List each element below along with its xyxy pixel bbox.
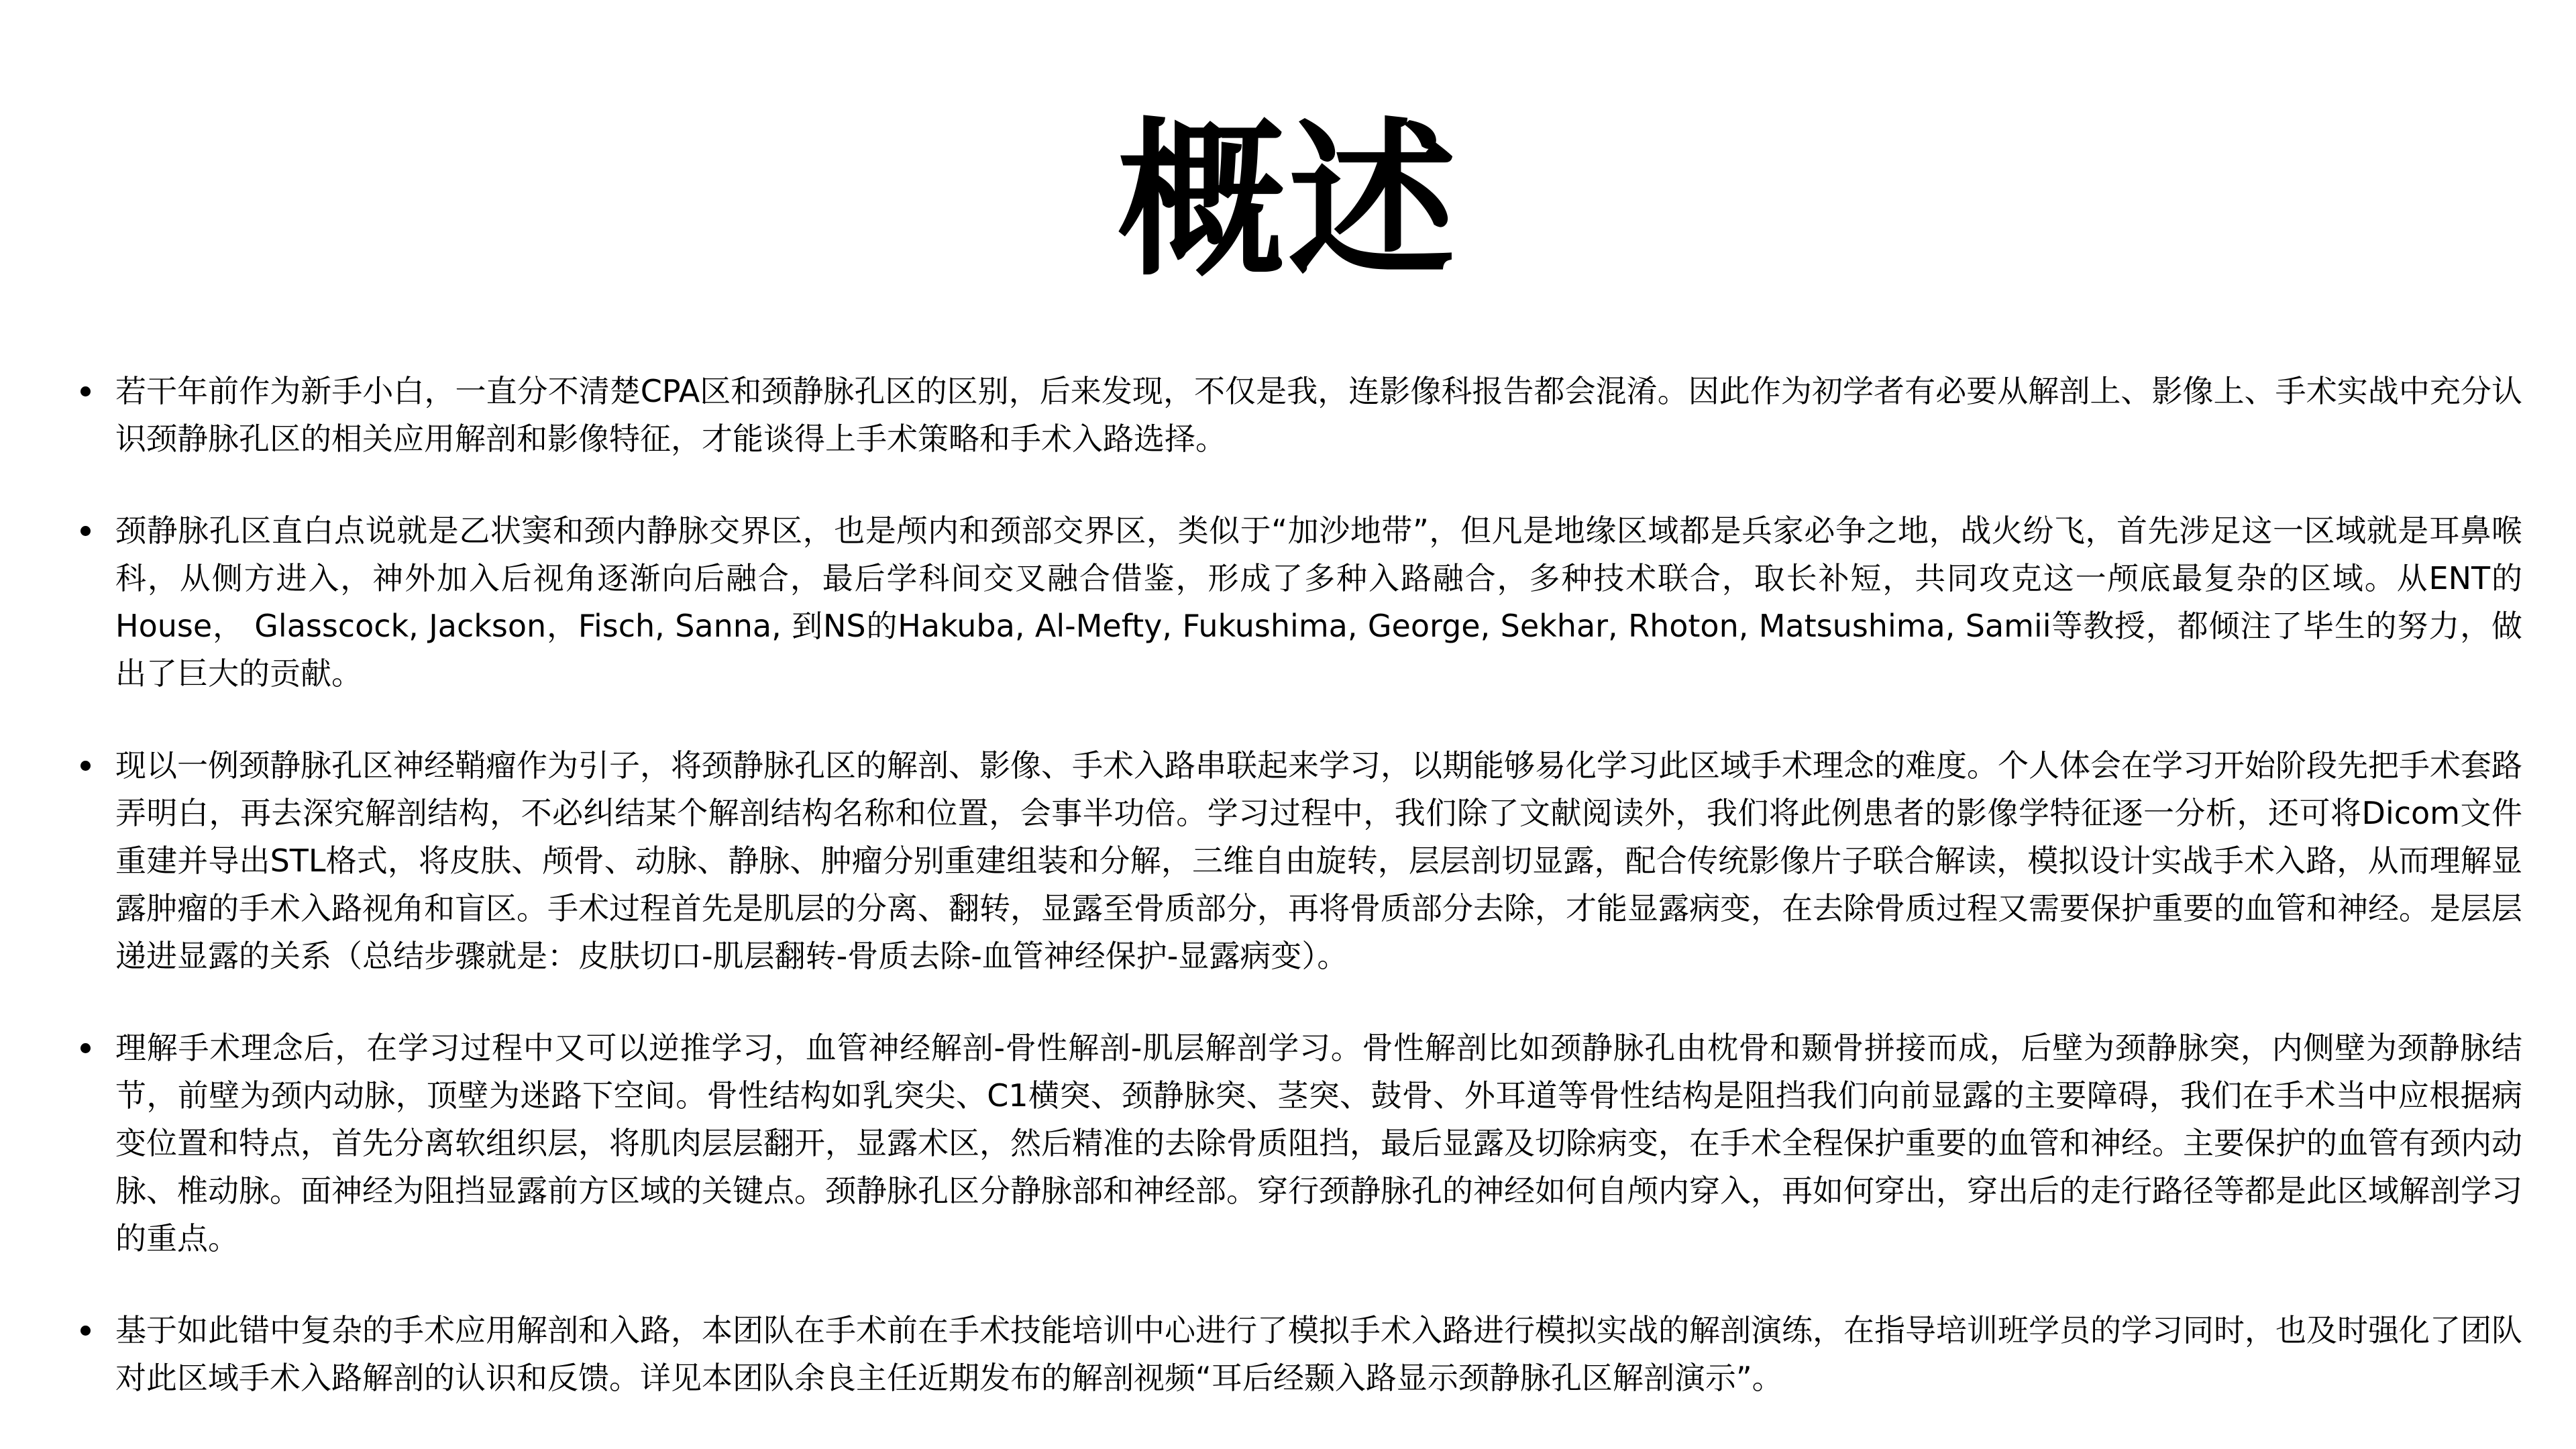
slide-title: 概述 [1118,103,1458,299]
bullet-text: 若干年前作为新手小白，一直分不清楚CPA区和颈静脉孔区的区别，后来发现，不仅是我，连影像科报告都会混淆。因此作为初学者有必要从解剖上、影像上、手术实战中充分认识颈静脉孔区的相关应用解剖和影像特征，才能谈得上手术策略和手术入路选择。 [115,373,2522,457]
bullet-item [80,1307,2522,1402]
bullet-item [80,507,2522,698]
bullet-text: 现以一例颈静脉孔区神经鞘瘤作为引子，将颈静脉孔区的解剖、影像、手术入路串联起来学习，以期能够易化学习此区域手术理念的难度。个人体会在学习开始阶段先把手术套路弄明白，再去深究解剖结构，不必纠结某个解剖结构名称和位置，会事半功倍。学习过程中，我们除了文献阅读外，我们将此例患者的影像学特征逐一分析，还可将Dicom文件重建并导出STL格式，将皮肤、颅骨、动脉、静脉、肿瘤分别重建组装和分解，三维自由旋转，层层剖切显露，配合传统影像片子联合解读，模拟设计实战手术入路，从而理解显露肿瘤的手术入路视角和盲区。手术过程首先是肌层的分离、翻转，显露至骨质部分，再将骨质部分去除，才能显露病变，在去除骨质过程又需要保护重要的血管和神经。是层层递进显露的关系（总结步骤就是：皮肤切口-肌层翻转-骨质去除-血管神经保护-显露病变）。 [115,747,2522,974]
bullet-list [80,368,2522,1446]
bullet-dot-icon [80,526,91,536]
bullet-item [80,1024,2522,1263]
bullet-text: 基于如此错中复杂的手术应用解剖和入路，本团队在手术前在手术技能培训中心进行了模拟手术入路进行模拟实战的解剖演练，在指导培训班学员的学习同时，也及时强化了团队对此区域手术入路解剖的认识和反馈。详见本团队余良主任近期发布的解剖视频“耳后经颞入路显示颈静脉孔区解剖演示”。 [115,1312,2522,1396]
bullet-dot-icon [80,1326,91,1336]
bullet-text: 颈静脉孔区直白点说就是乙状窦和颈内静脉交界区，也是颅内和颈部交界区，类似于“加沙地带”，但凡是地缘区域都是兵家必争之地，战火纷飞，首先涉足这一区域就是耳鼻喉科，从侧方进入，神外加入后视角逐渐向后融合，最后学科间交叉融合借鉴，形成了多种入路融合，多种技术联合，取长补短，共同攻克这一颅底最复杂的区域。从ENT的House， Glasscock, Jackson，Fisch, Sanna, 到NS的Hakuba, Al-Mefty, Fukushima, George, Sekhar, Rhoton, Matsushima, Samii等教授，都倾注了毕生的努力，做出了巨大的贡献。 [115,513,2522,692]
bullet-item [80,742,2522,980]
bullet-dot-icon [80,386,91,396]
bullet-dot-icon [80,1043,91,1053]
bullet-dot-icon [80,761,91,771]
bullet-item [80,368,2522,463]
bullet-text: 理解手术理念后，在学习过程中又可以逆推学习，血管神经解剖-骨性解剖-肌层解剖学习。骨性解剖比如颈静脉孔由枕骨和颞骨拼接而成，后壁为颈静脉突，内侧壁为颈静脉结节，前壁为颈内动脉，顶壁为迷路下空间。骨性结构如乳突尖、C1横突、颈静脉突、茎突、鼓骨、外耳道等骨性结构是阻挡我们向前显露的主要障碍，我们在手术当中应根据病变位置和特点，首先分离软组织层，将肌肉层层翻开，显露术区，然后精准的去除骨质阻挡，最后显露及切除病变，在手术全程保护重要的血管和神经。主要保护的血管有颈内动脉、椎动脉。面神经为阻挡显露前方区域的关键点。颈静脉孔区分静脉部和神经部。穿行颈静脉孔的神经如何自颅内穿入，再如何穿出，穿出后的走行路径等都是此区域解剖学习的重点。 [115,1030,2522,1256]
